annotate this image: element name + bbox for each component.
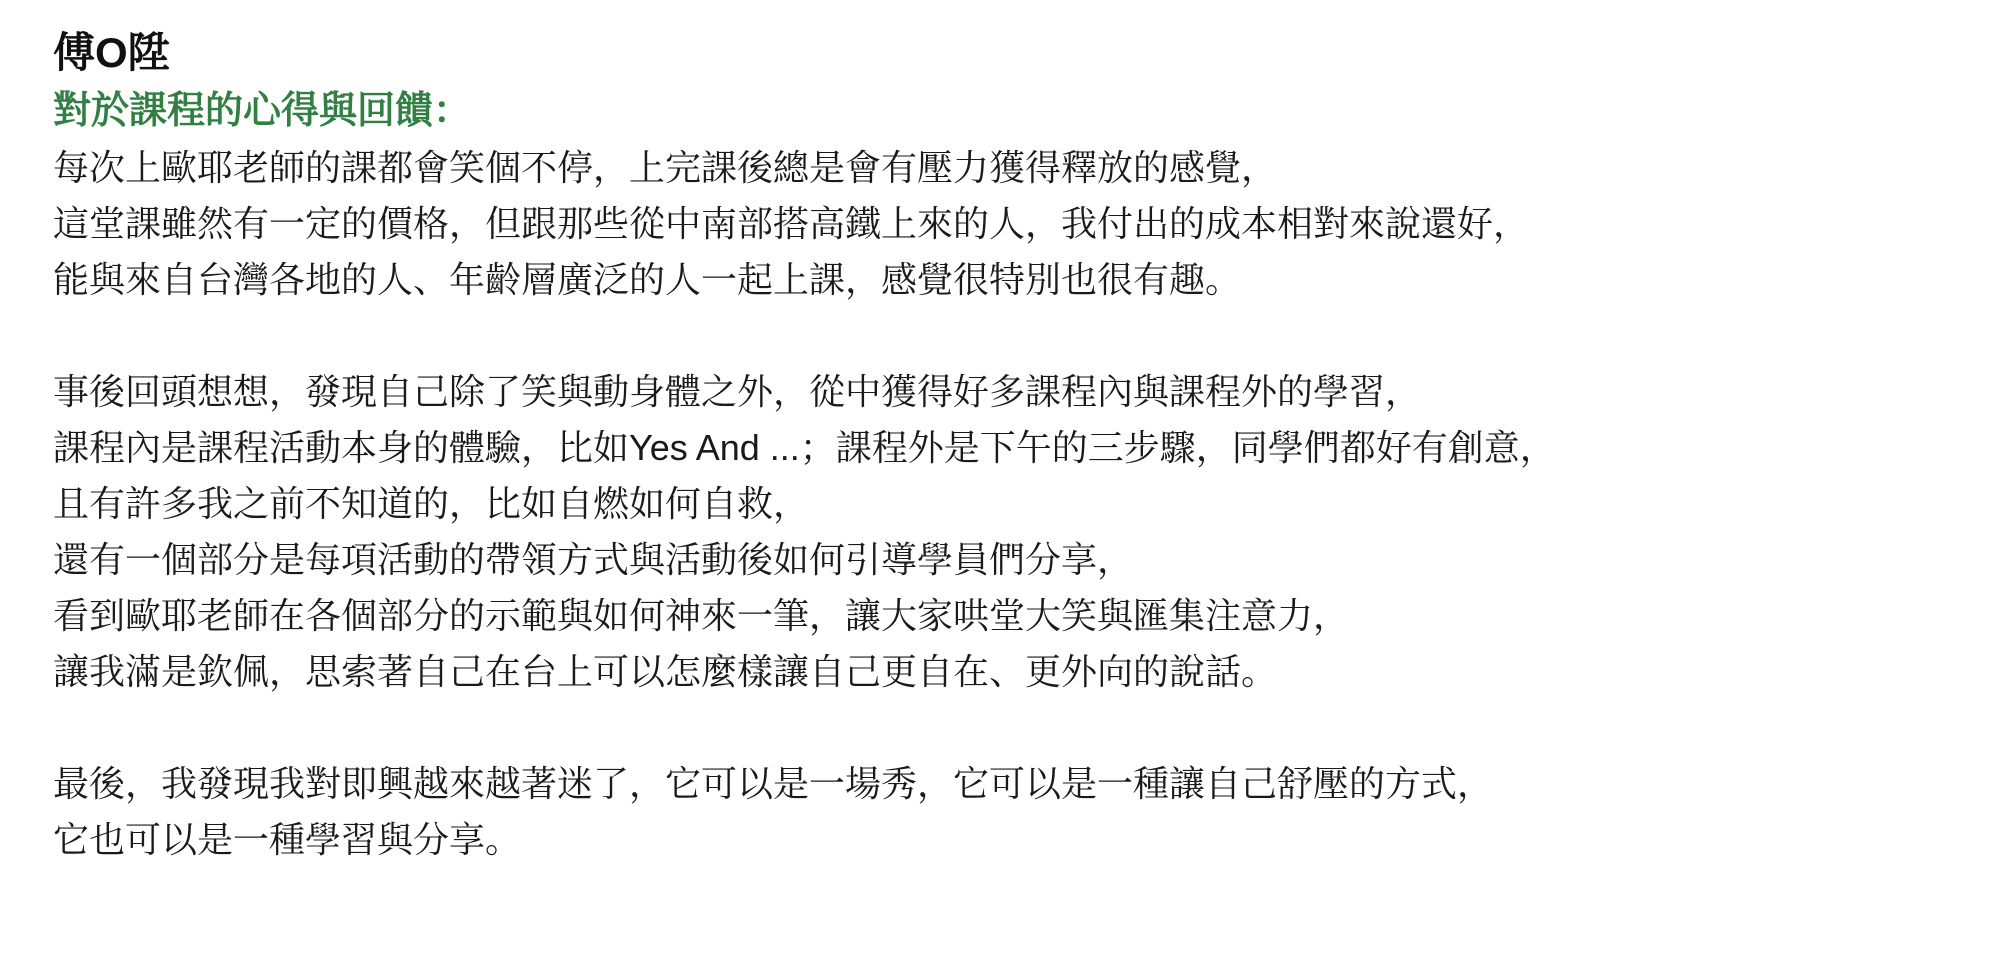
text-line: 這堂課雖然有一定的價格，但跟那些從中南部搭高鐵上來的人，我付出的成本相對來說還好， (53, 203, 1530, 244)
text-line: 最後，我發現我對即興越來越著迷了，它可以是一場秀，它可以是一種讓自己舒壓的方式， (53, 763, 1494, 804)
paragraph-2 (53, 364, 1960, 700)
text-line: 能與來自台灣各地的人、年齡層廣泛的人一起上課，感覺很特別也很有趣。 (53, 259, 1242, 300)
text-line: 看到歐耶老師在各個部分的示範與如何神來一筆，讓大家哄堂大笑與匯集注意力， (53, 595, 1350, 636)
text-line: 每次上歐耶老師的課都會笑個不停，上完課後總是會有壓力獲得釋放的感覺， (53, 147, 1278, 188)
text-line: 課程內是課程活動本身的體驗，比如Yes And ...；課程外是下午的三步驟，同學們都好有創意， (53, 427, 1556, 468)
text-line: 事後回頭想想，發現自己除了笑與動身體之外，從中獲得好多課程內與課程外的學習， (53, 371, 1422, 412)
paragraph-3 (53, 756, 1960, 868)
text-line: 還有一個部分是每項活動的帶領方式與活動後如何引導學員們分享， (53, 539, 1134, 580)
author-name: 傅O陞 (53, 29, 170, 76)
text-line: 它也可以是一種學習與分享。 (53, 819, 522, 860)
paragraph-1 (53, 140, 1960, 308)
text-line: 且有許多我之前不知道的，比如自燃如何自救， (53, 483, 810, 524)
section-heading: 對於課程的心得與回饋： (53, 90, 472, 132)
text-line: 讓我滿是欽佩，思索著自己在台上可以怎麼樣讓自己更自在、更外向的說話。 (53, 651, 1278, 692)
